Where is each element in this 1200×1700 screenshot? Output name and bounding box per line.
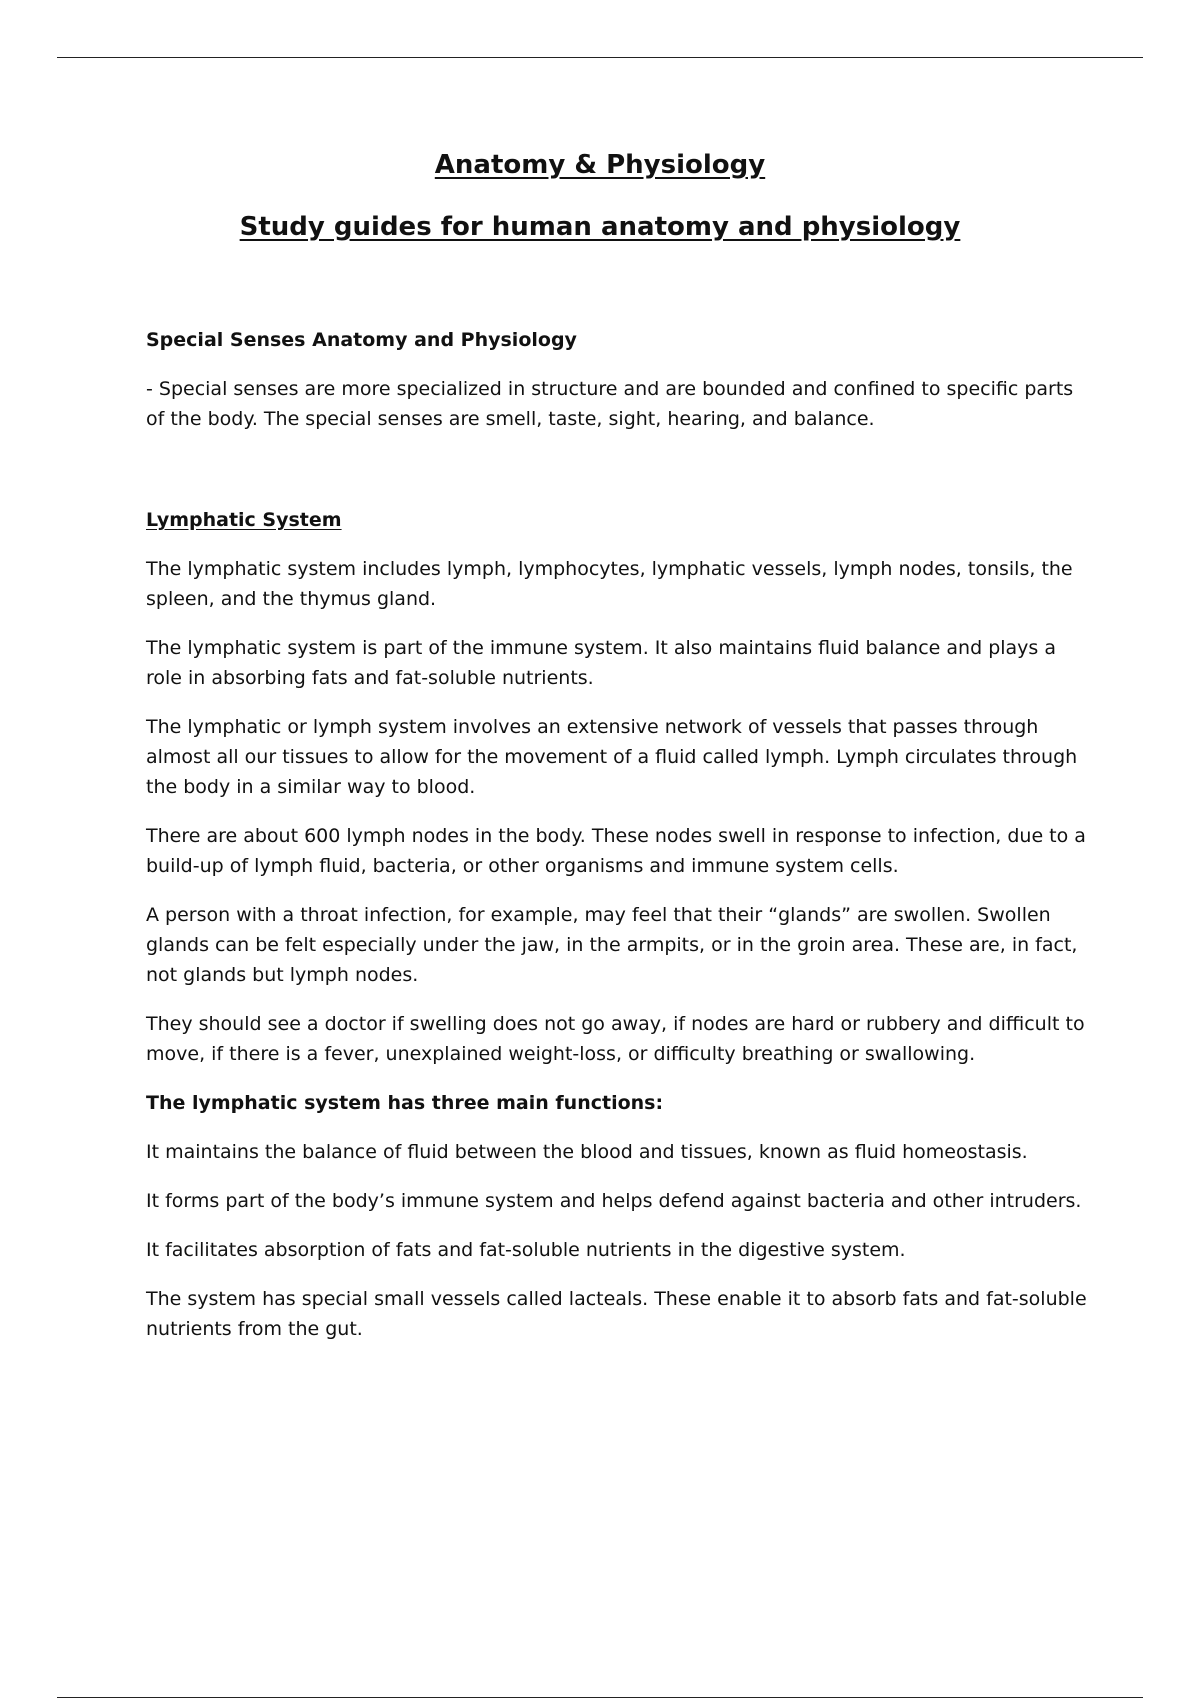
function-item-3: It facilitates absorption of fats and fat-soluble nutrients in the digestive system. — [146, 1239, 906, 1261]
top-rule — [57, 57, 1143, 58]
lymphatic-system-heading: Lymphatic System — [146, 509, 342, 531]
lymphatic-paragraph-1: The lymphatic system includes lymph, lymphocytes, lymphatic vessels, lymph nodes, tonsils, the spleen, and the thymus gland. — [146, 558, 1073, 610]
document-title: Anatomy & Physiology — [434, 150, 766, 180]
special-senses-heading: Special Senses Anatomy and Physiology — [146, 329, 577, 351]
functions-heading: The lymphatic system has three main functions: — [146, 1092, 664, 1114]
section-spacer — [146, 453, 1096, 505]
lymphatic-paragraph-5: A person with a throat infection, for example, may feel that their “glands” are swollen. Swollen glands can be felt especially under the jaw, in the armpits, or in the groin area. These are, in fact, not glands but lymph nodes. — [146, 904, 1078, 986]
bottom-rule — [57, 1697, 1143, 1698]
lymphatic-paragraph-4: There are about 600 lymph nodes in the body. These nodes swell in response to infection, due to a build-up of lymph fluid, bacteria, or other organisms and immune system cells. — [146, 825, 1086, 877]
title-block — [0, 150, 1200, 243]
function-item-2: It forms part of the body’s immune system and helps defend against bacteria and other intruders. — [146, 1190, 1082, 1212]
document-subtitle: Study guides for human anatomy and physiology — [239, 212, 961, 243]
document-body — [146, 325, 1096, 1363]
closing-paragraph: The system has special small vessels called lacteals. These enable it to absorb fats and fat-soluble nutrients from the gut. — [146, 1288, 1087, 1340]
lymphatic-paragraph-2: The lymphatic system is part of the immune system. It also maintains fluid balance and plays a role in absorbing fats and fat-soluble nutrients. — [146, 637, 1056, 689]
function-item-1: It maintains the balance of fluid between the blood and tissues, known as fluid homeostasis. — [146, 1141, 1028, 1163]
lymphatic-paragraph-3: The lymphatic or lymph system involves an extensive network of vessels that passes through almost all our tissues to allow for the movement of a fluid called lymph. Lymph circulates through the body in a similar way to blood. — [146, 716, 1078, 798]
special-senses-paragraph: - Special senses are more specialized in structure and are bounded and confined to specific parts of the body. The special senses are smell, taste, sight, hearing, and balance. — [146, 378, 1074, 430]
lymphatic-paragraph-6: They should see a doctor if swelling does not go away, if nodes are hard or rubbery and difficult to move, if there is a fever, unexplained weight-loss, or difficulty breathing or swallowing. — [146, 1013, 1085, 1065]
